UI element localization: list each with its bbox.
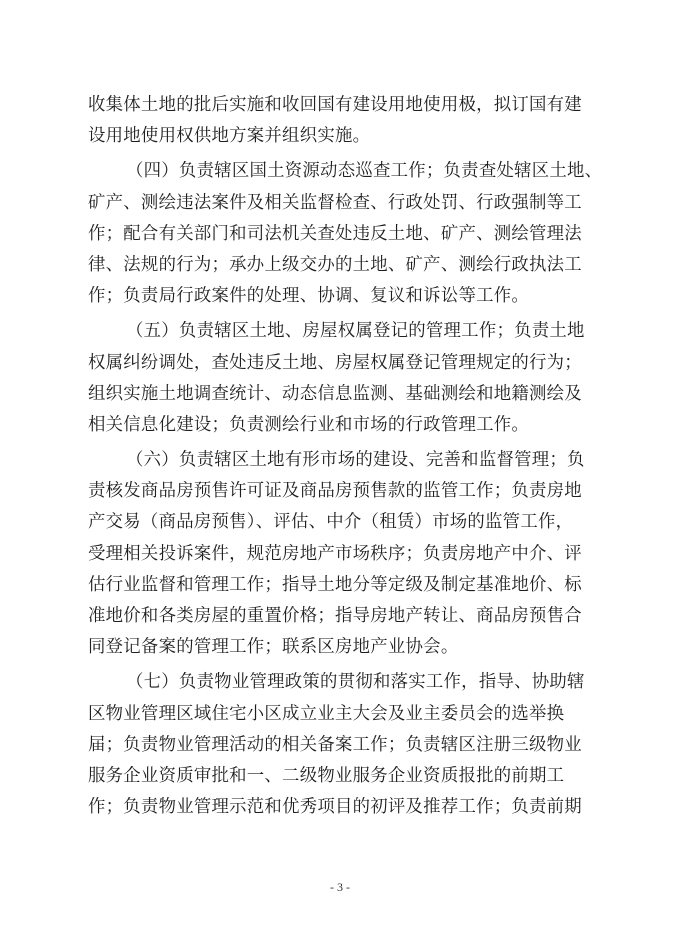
text-line: 相关信息化建设；负责测绘行业和市场的行政管理工作。 <box>88 414 530 435</box>
text-line: 准地价和各类房屋的重置价格；指导房地产转让、商品房预售合 <box>88 606 582 626</box>
paragraph <box>88 90 604 152</box>
text-line: 作；负责局行政案件的处理、协调、复议和诉讼等工作。 <box>88 286 530 307</box>
text-line: 届；负责物业管理活动的相关备案工作；负责辖区注册三级物业 <box>88 734 582 755</box>
text-line: 受理相关投诉案件，规范房地产市场秩序；负责房地产中介、评 <box>88 543 582 564</box>
text-line: 组织实施土地调查统计、动态信息监测、基础测绘和地籍测绘及 <box>88 383 582 404</box>
page-number: - 3 - <box>330 880 350 894</box>
text-line: （四）负责辖区国土资源动态巡查工作；负责查处辖区土地、 <box>126 161 603 182</box>
text-line: 服务企业资质审批和一、二级物业服务企业资质报批的前期工 <box>88 765 565 786</box>
text-line: 同登记备案的管理工作；联系区房地产业协会。 <box>88 637 459 658</box>
text-line: 作；负责物业管理示范和优秀项目的初评及推荐工作；负责前期 <box>88 797 582 818</box>
text-line: （五）负责辖区土地、房屋权属登记的管理工作；负责土地 <box>126 321 585 342</box>
text-line: 区物业管理区域住宅小区成立业主大会及业主委员会的选举换 <box>88 703 565 724</box>
paragraph <box>88 156 604 312</box>
text-line: 产交易（商品房预售）、评估、中介（租赁）市场的监管工作， <box>88 512 574 533</box>
paragraph <box>88 316 604 441</box>
text-line: 矿产、测绘违法案件及相关监督检查、行政处罚、行政强制等工 <box>88 192 582 213</box>
text-line: 设用地使用权供地方案并组织实施。 <box>88 126 371 147</box>
text-line: 收集体土地的批后实施和收回国有建设用地使用极，拟订国有建 <box>88 95 582 115</box>
document-body <box>88 90 604 823</box>
text-line: 责核发商品房预售许可证及商品房预售款的监管工作；负责房地 <box>88 481 582 502</box>
text-line: 估行业监督和管理工作；指导土地分等定级及制定基准地价、标 <box>88 574 582 595</box>
text-line: 权属纠纷调处，查处违反土地、房屋权属登记管理规定的行为； <box>88 352 582 373</box>
text-line: 律、法规的行为；承办上级交办的土地、矿产、测绘行政执法工 <box>88 254 582 275</box>
paragraph <box>88 667 604 823</box>
text-line: （七）负责物业管理政策的贯彻和落实工作，指导、协助辖 <box>126 672 585 693</box>
text-line: （六）负责辖区土地有形市场的建设、完善和监督管理；负 <box>126 450 585 471</box>
paragraph <box>88 445 604 663</box>
text-line: 作；配合有关部门和司法机关查处违反土地、矿产、测绘管理法 <box>88 223 582 244</box>
